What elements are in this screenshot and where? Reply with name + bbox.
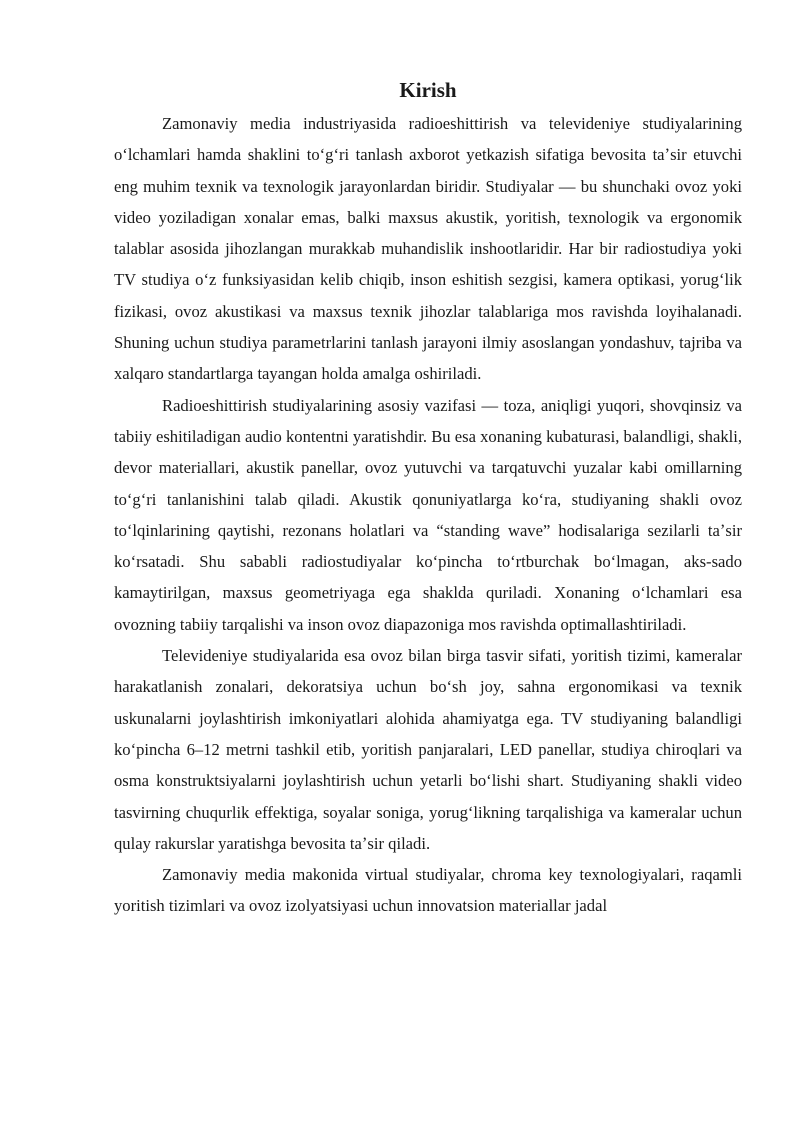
paragraph-4: Zamonaviy media makonida virtual studiyalar, chroma key texnologiyalari, raqamli yoritish tizimlari va ovoz izolyatsiyasi uchun innovatsion materiallar jadal <box>114 865 742 916</box>
page-title: Kirish <box>399 78 457 102</box>
paragraph-2: Radioeshittirish studiyalarining asosiy vazifasi — toza, aniqligi yuqori, shovqinsiz va tabiiy eshitiladigan audio kontentni yaratishdir. Bu esa xonaning kubaturasi, balandligi, shakli, devor materiallari, akustik panellar, ovoz yutuvchi va tarqatuvchi yuzalar kabi omillarning toʻgʻri tanlanishini talab qiladi. Akustik qonuniyatlarga koʻra, studiyaning shakli ovoz toʻlqinlarining qaytishi, rezonans holatlari va “standing wave” hodisalariga sezilarli taʼsir koʻrsatadi. Shu sababli radiostudiyalar koʻpincha toʻrtburchak boʻlmagan, aks-sado kamaytirilgan, maxsus geometriyaga ega shaklda quriladi. Xonaning oʻlchamlari esa ovozning tabiiy tarqalishi va inson ovoz diapazoniga mos ravishda optimallashtiriladi. <box>114 395 742 634</box>
paragraph-3: Televideniye studiyalarida esa ovoz bilan birga tasvir sifati, yoritish tizimi, kameralar harakatlanish zonalari, dekoratsiya uchun boʻsh joy, sahna ergonomikasi va texnik uskunalarni joylashtirish imkoniyatlari alohida ahamiyatga ega. TV studiyaning balandligi koʻpincha 6–12 metrni tashkil etib, yoritish panjaralari, LED panellar, studiya chiroqlari va osma konstruktsiyalarni joylashtirish uchun yetarli boʻlishi shart. Studiyaning shakli video tasvirning chuqurlik effektiga, soyalar soniga, yorugʻlikning tarqalishiga va kameralar uchun qulay rakurslar yaratishga bevosita taʼsir qiladi. <box>114 646 742 853</box>
document-page <box>114 76 742 922</box>
paragraph-1: Zamonaviy media industriyasida radioeshittirish va televideniye studiyalarining oʻlchamlari hamda shaklini toʻgʻri tanlash axborot yetkazish sifatiga bevosita taʼsir etuvchi eng muhim texnik va texnologik jarayonlardan biridir. Studiyalar — bu shunchaki ovoz yoki video yoziladigan xonalar emas, balki maxsus akustik, yoritish, texnologik va ergonomik talablar asosida jihozlangan murakkab muhandislik inshootlaridir. Har bir radiostudiya yoki TV studiya oʻz funksiyasidan kelib chiqib, inson eshitish sezgisi, kamera optikasi, yorugʻlik fizikasi, ovoz akustikasi va maxsus texnik jihozlar talablariga mos ravishda loyihalanadi. Shuning uchun studiya parametrlarini tanlash jarayoni ilmiy asoslangan yondashuv, tajriba va xalqaro standartlarga tayangan holda amalga oshiriladi. <box>114 114 742 384</box>
